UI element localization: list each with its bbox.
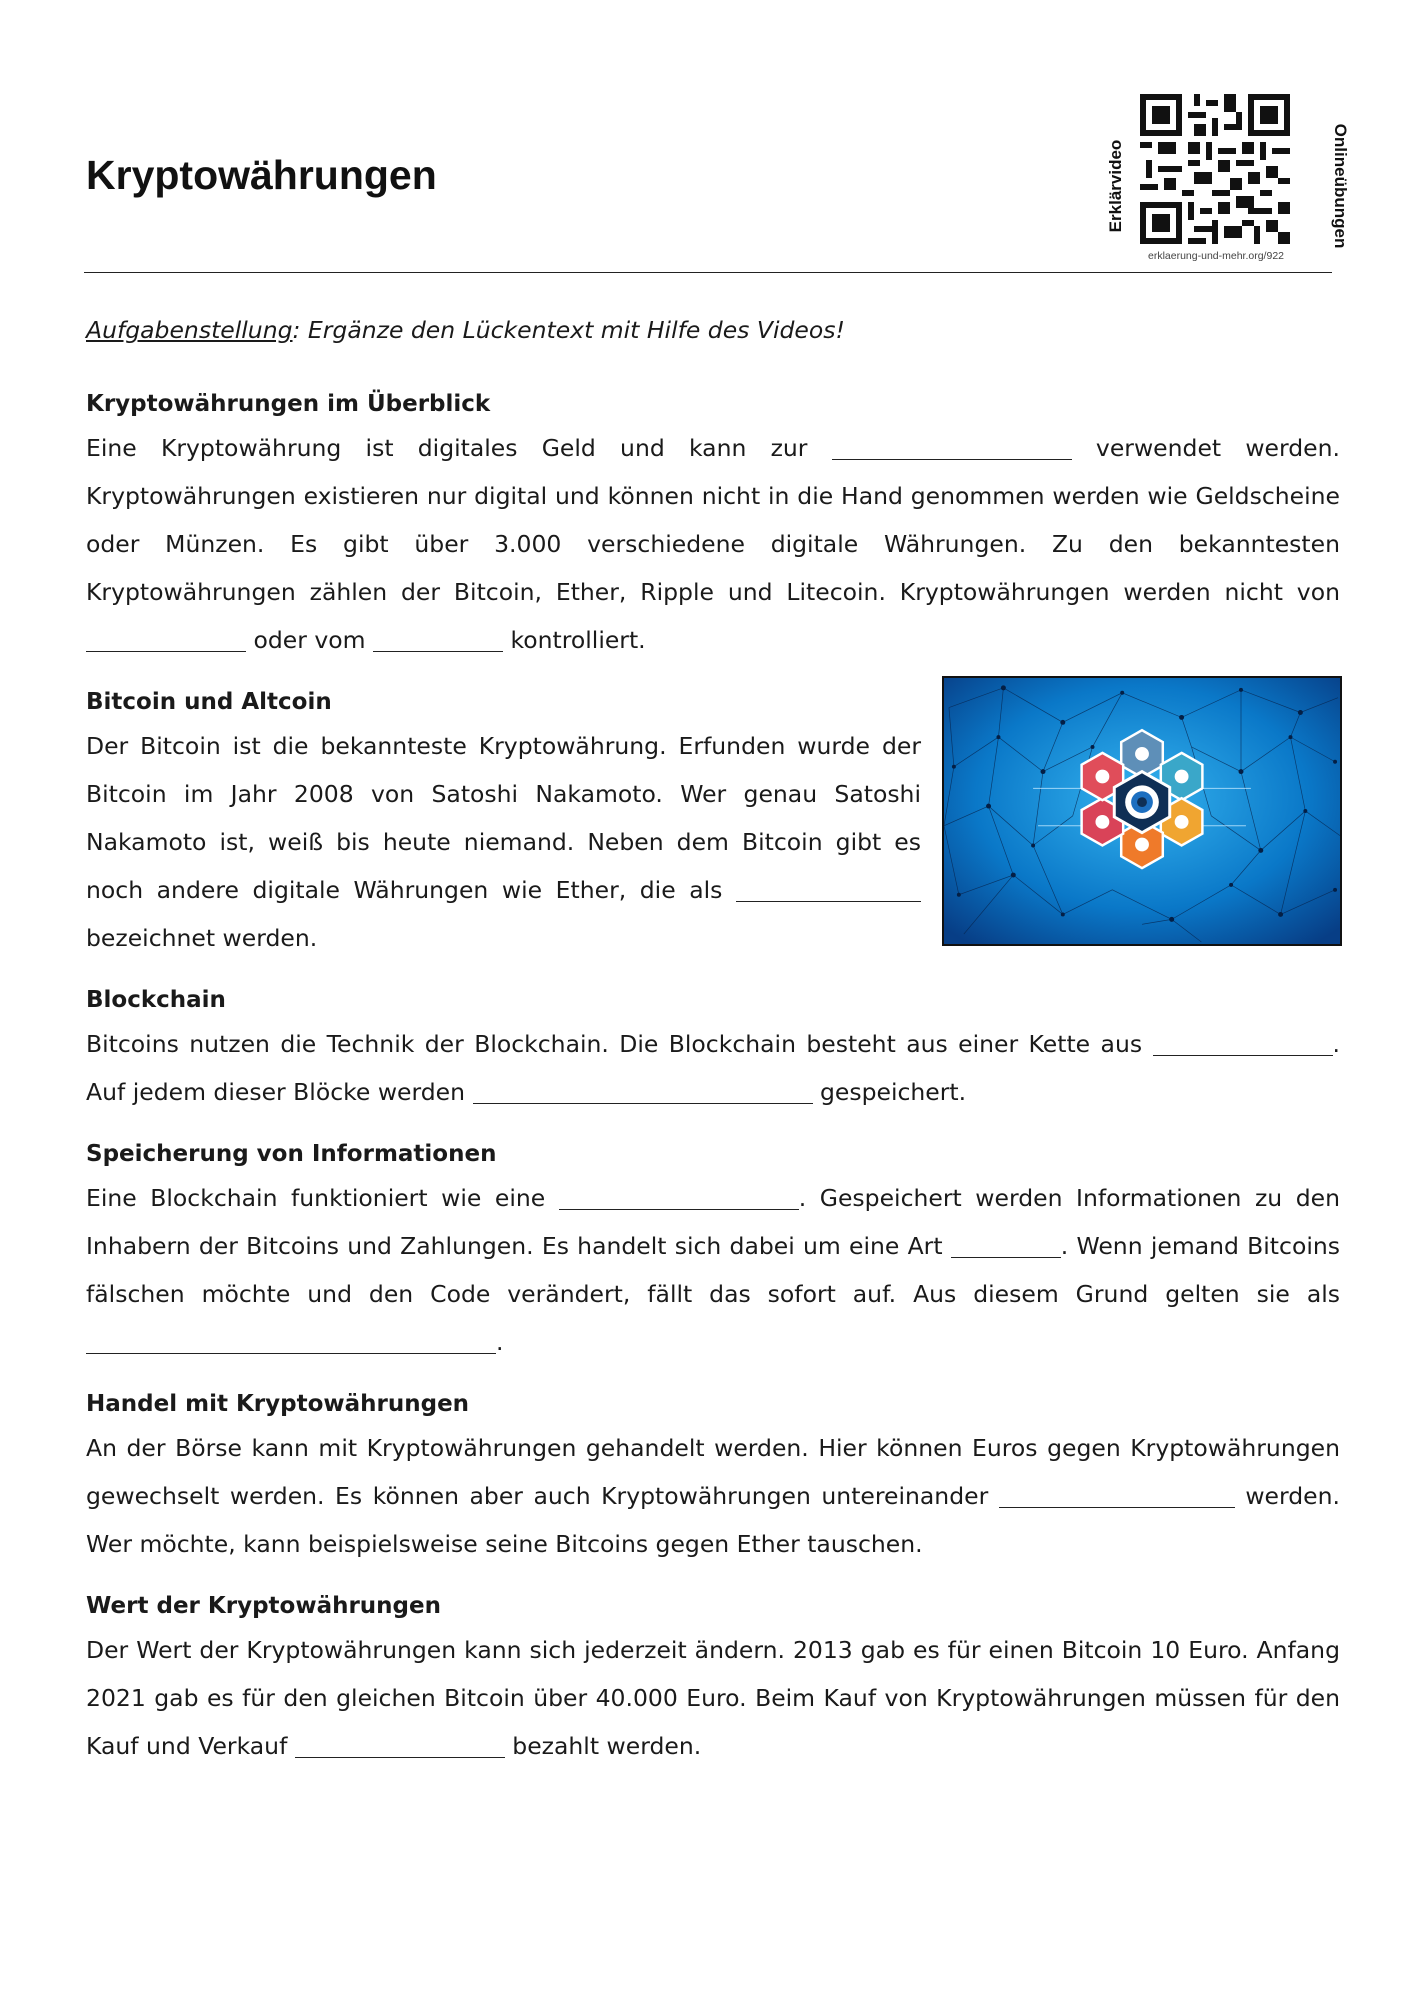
text-fragment: Eine Blockchain funktioniert wie eine	[86, 1184, 559, 1212]
blank-field[interactable]	[951, 1233, 1061, 1258]
blank-field[interactable]	[1153, 1031, 1333, 1056]
text-fragment: kontrolliert.	[503, 626, 646, 654]
qr-code-icon[interactable]	[1140, 94, 1290, 244]
section-overview	[86, 384, 1340, 664]
section-text	[86, 1020, 1340, 1116]
text-fragment: Bitcoins nutzen die Technik der Blockchain. Die Blockchain besteht aus einer Kette aus	[86, 1030, 1153, 1058]
blank-field[interactable]	[86, 627, 246, 652]
section-heading: Kryptowährungen im Überblick	[86, 391, 491, 417]
text-fragment: Der Wert der Kryptowährungen kann sich jederzeit ändern. 2013 gab es für einen Bitcoin 10 Euro. Anfang 2021 gab es für den gleichen Bitcoin über 40.000 Euro. Beim Kauf von Kryptowährungen müssen für den Kauf und Verkauf	[86, 1636, 1340, 1760]
qr-block	[1090, 92, 1350, 272]
text-fragment: bezahlt werden.	[504, 1732, 702, 1760]
text-fragment: werden. Wer möchte, kann beispielsweise seine Bitcoins gegen Ether tauschen.	[86, 1482, 1340, 1558]
text-fragment: Eine Kryptowährung ist digitales Geld und kann zur	[86, 434, 832, 462]
text-fragment: An der Börse kann mit Kryptowährungen gehandelt werden. Hier können Euros gegen Kryptowährungen gewechselt werden. Es können aber auch Kryptowährungen untereinander	[86, 1434, 1340, 1510]
qr-url[interactable]: erklaerung-und-mehr.org/922	[1148, 250, 1284, 262]
blank-field[interactable]	[473, 1079, 813, 1104]
text-fragment: gespeichert.	[812, 1078, 967, 1106]
blank-field[interactable]	[86, 1329, 496, 1354]
section-value	[86, 1586, 1340, 1770]
task-colon: :	[292, 316, 301, 344]
blank-field[interactable]	[736, 877, 921, 902]
blank-field[interactable]	[832, 435, 1072, 460]
section-text	[86, 1424, 1340, 1568]
text-fragment: oder vom	[246, 626, 374, 654]
worksheet-content	[86, 306, 1340, 1788]
text-fragment: bezeichnet werden.	[86, 924, 318, 952]
section-text	[86, 424, 1340, 664]
task-text: Ergänze den Lückentext mit Hilfe des Videos!	[300, 316, 845, 344]
text-fragment: verwendet werden. Kryptowährungen existieren nur digital und können nicht in die Hand genommen werden wie Geldscheine oder Münzen. Es gibt über 3.000 verschiedene digitale Währungen. Zu den bekanntesten Kryptowährungen zählen der Bitcoin, Ether, Ripple und Litecoin. Kryptowährungen werden nicht von	[86, 434, 1340, 606]
section-storage	[86, 1134, 1340, 1366]
text-fragment: . Gespeichert werden Informationen zu den Inhabern der Bitcoins und Zahlungen. Es handelt sich dabei um eine Art	[86, 1184, 1340, 1260]
text-fragment: Der Bitcoin ist die bekannteste Kryptowährung. Erfunden wurde der Bitcoin im Jahr 2008 von Satoshi Nakamoto. Wer genau Satoshi Nakamoto ist, weiß bis heute niemand. Neben dem Bitcoin gibt es noch andere digitale Währungen wie Ether, die als	[86, 732, 921, 904]
section-heading: Wert der Kryptowährungen	[86, 1593, 441, 1619]
blank-field[interactable]	[999, 1483, 1235, 1508]
section-trading	[86, 1384, 1340, 1568]
section-text	[86, 1626, 1340, 1770]
qr-left-label: Erklärvideo	[1106, 139, 1125, 233]
section-heading: Blockchain	[86, 987, 226, 1013]
qr-right-label: Onlineübungen	[1331, 123, 1350, 249]
text-fragment: . Wenn jemand Bitcoins fälschen möchte und den Code verändert, fällt das sofort auf. Aus diesem Grund gelten sie als	[86, 1232, 1340, 1308]
section-heading: Speicherung von Informationen	[86, 1141, 497, 1167]
task-instruction	[86, 306, 1340, 354]
text-fragment: . Auf jedem dieser Blöcke werden	[86, 1030, 1340, 1106]
crypto-network-image	[942, 676, 1342, 946]
section-bitcoin	[86, 682, 1340, 962]
text-fragment: .	[496, 1328, 504, 1356]
section-text	[86, 722, 921, 962]
section-heading: Bitcoin und Altcoin	[86, 689, 332, 715]
page-title: Kryptowährungen	[86, 152, 437, 198]
blank-field[interactable]	[373, 627, 503, 652]
task-label: Aufgabenstellung	[86, 316, 293, 344]
section-heading: Handel mit Kryptowährungen	[86, 1391, 470, 1417]
blank-field[interactable]	[295, 1733, 505, 1758]
header-divider	[84, 272, 1332, 273]
section-text	[86, 1174, 1340, 1366]
blank-field[interactable]	[559, 1185, 799, 1210]
section-blockchain	[86, 980, 1340, 1116]
